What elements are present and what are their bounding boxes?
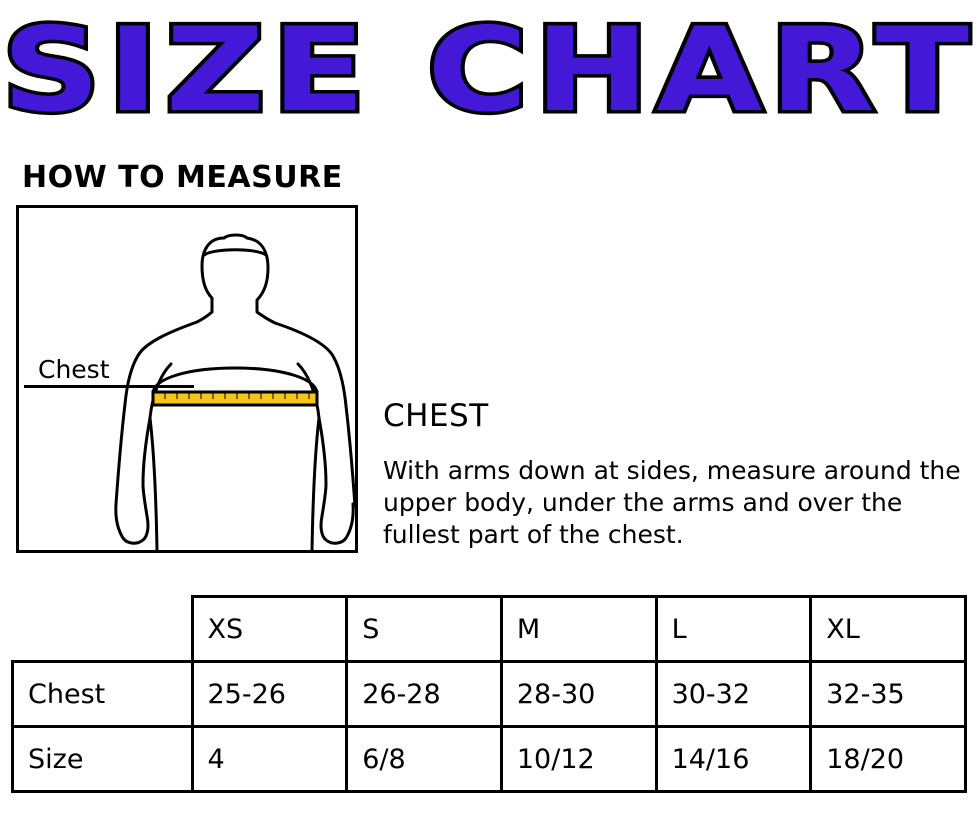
column-header-l: L: [656, 597, 811, 662]
description-title: CHEST: [383, 398, 489, 434]
cell-size-m: 10/12: [501, 727, 656, 792]
table-header-row: [13, 597, 966, 662]
column-header-xs: XS: [192, 597, 347, 662]
how-to-measure-heading: HOW TO MEASURE: [22, 160, 343, 195]
table-row: [13, 727, 966, 792]
page-title-banner: [0, 0, 978, 146]
cell-size-s: 6/8: [347, 727, 502, 792]
chest-leader-line: [24, 385, 194, 388]
cell-chest-xs: 25-26: [192, 662, 347, 727]
table-row: [13, 662, 966, 727]
row-label-size: Size: [13, 727, 193, 792]
chest-figure-label: Chest: [38, 355, 110, 384]
cell-chest-xl: 32-35: [811, 662, 966, 727]
table-corner-blank: [13, 597, 193, 662]
column-header-m: M: [501, 597, 656, 662]
description-body: With arms down at sides, measure around the upper body, under the arms and over the fullest part of the chest.: [383, 456, 961, 549]
cell-chest-s: 26-28: [347, 662, 502, 727]
page-title: SIZE CHART: [1, 3, 977, 138]
cell-size-xl: 18/20: [811, 727, 966, 792]
row-label-chest: Chest: [13, 662, 193, 727]
cell-size-xs: 4: [192, 727, 347, 792]
cell-chest-l: 30-32: [656, 662, 811, 727]
cell-size-l: 14/16: [656, 727, 811, 792]
size-table: [11, 595, 967, 793]
column-header-s: S: [347, 597, 502, 662]
column-header-xl: XL: [811, 597, 966, 662]
cell-chest-m: 28-30: [501, 662, 656, 727]
